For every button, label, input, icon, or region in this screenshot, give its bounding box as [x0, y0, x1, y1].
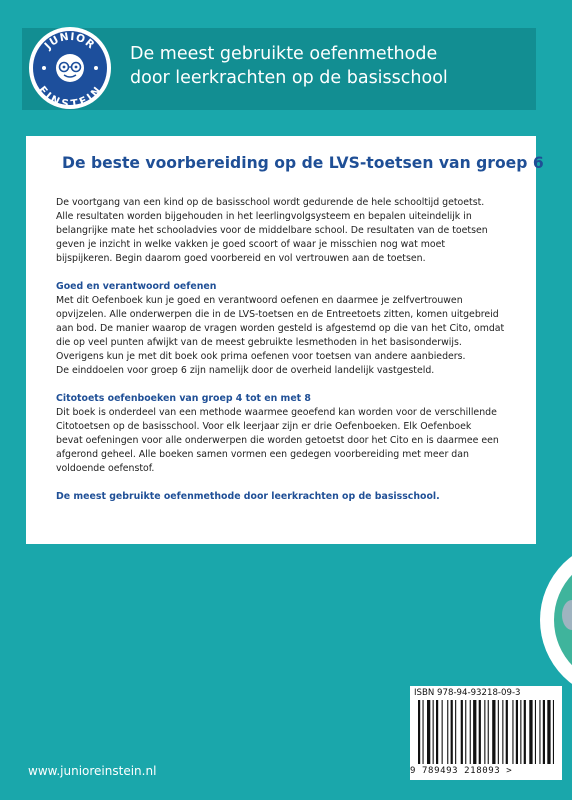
text-line: die op veel punten afwijkt van de meest gebruikte lesmethoden in het basisonderwijs. — [56, 337, 462, 348]
isbn-label: ISBN 978-94-93218-09-3 — [414, 688, 521, 698]
logo-top-text: JUNIOR — [42, 30, 98, 52]
website-url: www.junioreinstein.nl — [28, 764, 157, 778]
tagline-line-1: De meest gebruikte oefenmethode — [130, 44, 438, 64]
text-line: aan bod. De manier waarop de vragen worden gesteld is afgestemd op die van het Cito, omdat — [56, 323, 505, 334]
text-line: bevat oefeningen voor alle onderwerpen die worden getoetst door het Cito en is daarmee een — [56, 435, 499, 446]
section-1 — [56, 280, 526, 378]
text-line: Alle resultaten worden bijgehouden in het leerlingvolgsysteem en bepalen uiteindelijk in — [56, 211, 472, 222]
text-line: Overigens kun je met dit boek ook prima oefenen voor toetsen van andere aanbieders. — [56, 351, 466, 362]
card-body — [56, 196, 526, 504]
tagline — [130, 42, 530, 90]
text-line: geven je inzicht in welke vakken je goed scoort of waar je misschien nog wat moet — [56, 239, 446, 250]
barcode-digits: 9 789493 218093 > — [410, 766, 513, 776]
barcode-box — [410, 686, 562, 780]
text-line: opvijzelen. Alle onderwerpen die in de LVS-toetsen en de Entreetoets zitten, komen uitgebreid — [56, 309, 499, 320]
text-line: De einddoelen voor groep 6 zijn namelijk door de overheid landelijk vastgesteld. — [56, 365, 435, 376]
card-title: De beste voorbereiding op de LVS-toetsen van groep 6 — [62, 154, 544, 172]
text-line: voldoende oefenstof. — [56, 463, 155, 474]
text-line: afgerond geheel. Alle boeken samen vormen een gedegen voorbereiding met meer dan — [56, 449, 469, 460]
junior-einstein-logo — [28, 26, 112, 110]
closing-line: De meest gebruikte oefenmethode door leerkrachten op de basisschool. — [56, 491, 440, 502]
section-2-heading: Citotoets oefenboeken van groep 4 tot en met 8 — [56, 393, 311, 404]
tagline-line-2: door leerkrachten op de basisschool — [130, 68, 448, 88]
logo-bottom-text: EINSTEIN — [35, 84, 105, 110]
description-card — [26, 136, 544, 544]
text-line: Dit boek is onderdeel van een methode waarmee geoefend kan worden voor de verschillende — [56, 407, 497, 418]
section-1-heading: Goed en verantwoord oefenen — [56, 281, 217, 292]
barcode-icon — [412, 700, 560, 766]
text-line: De voortgang van een kind op de basisschool wordt gedurende de hele schooltijd getoetst. — [56, 197, 485, 208]
text-line: Citotoetsen op de basisschool. Voor elk leerjaar zijn er drie Oefenboeken. Elk Oefenboek — [56, 421, 472, 432]
intro-paragraph — [56, 196, 526, 266]
text-line: belangrijke mate het schooladvies voor de middelbare school. De resultaten van de toetsen — [56, 225, 488, 236]
section-2 — [56, 392, 526, 476]
text-line: bijspijkeren. Begin daarom goed voorbereid en vol vertrouwen aan de toetsen. — [56, 253, 426, 264]
text-line: Met dit Oefenboek kun je goed en verantwoord oefenen en daarmee je zelfvertrouwen — [56, 295, 463, 306]
